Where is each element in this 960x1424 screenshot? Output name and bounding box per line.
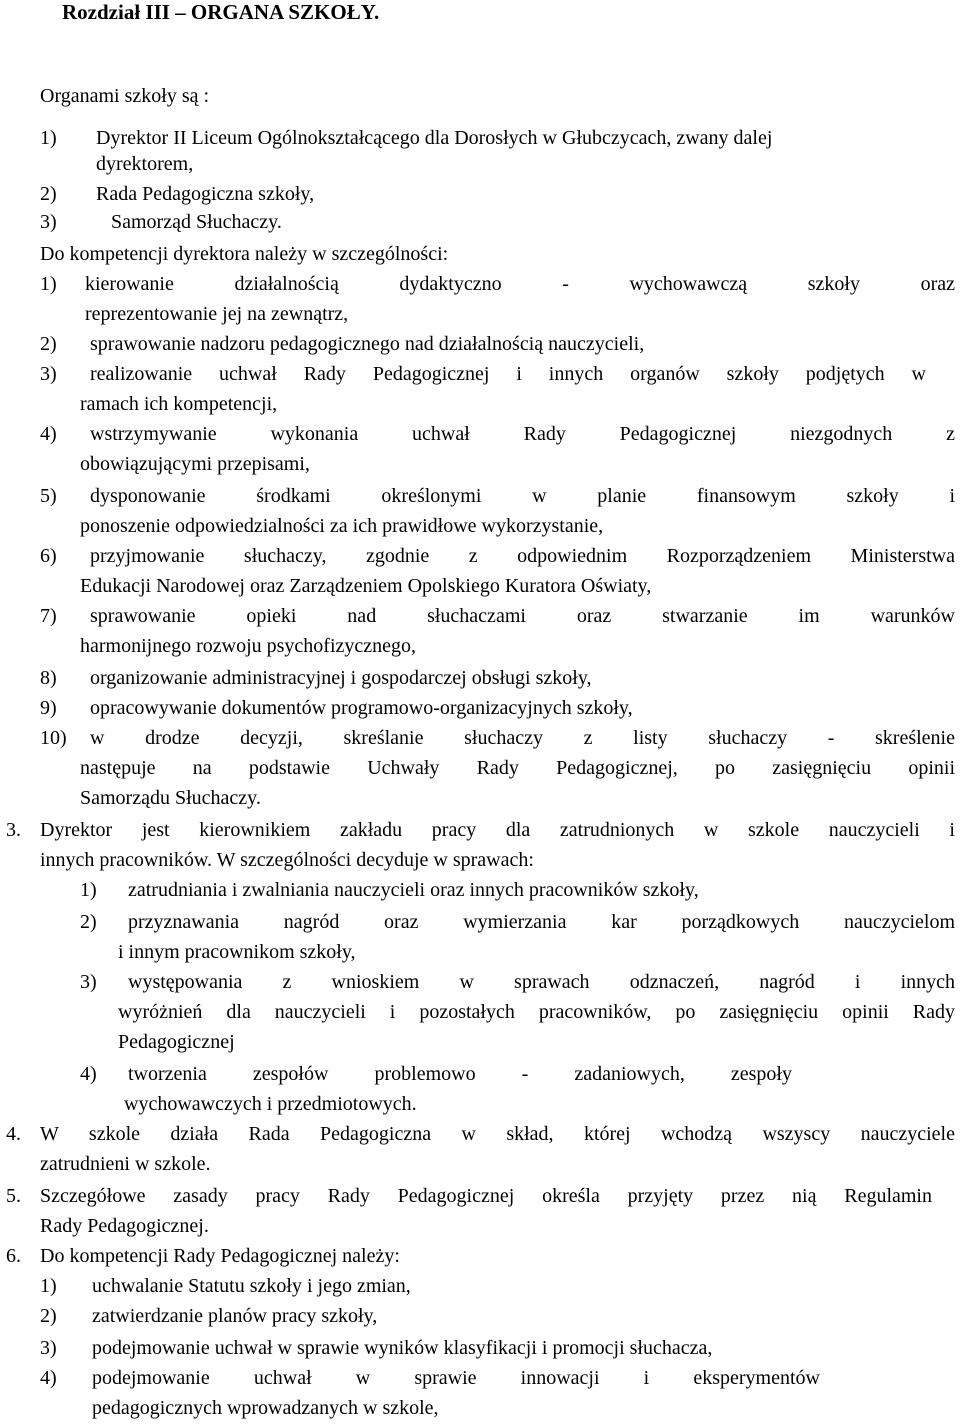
director-item-7-text-cont: harmonijnego rozwoju psychofizycznego, (80, 635, 417, 657)
director-item-6-text: przyjmowanie słuchaczy, zgodnie z odpowiednim Rozporządzeniem Ministerstwa (90, 545, 955, 567)
p5-num: 5. (6, 1185, 21, 1207)
p6-item-1-num: 1) (40, 1275, 57, 1297)
director-intro: Do kompetencji dyrektora należy w szczególności: (40, 243, 449, 265)
p5-text-cont: Rady Pedagogicznej. (40, 1215, 209, 1237)
p3-num: 3. (6, 819, 21, 841)
p3-text: Dyrektor jest kierownikiem zakładu pracy dla zatrudnionych w szkole nauczycieli i (40, 819, 955, 841)
p6-item-4-text: podejmowanie uchwał w sprawie innowacji i eksperymentów (92, 1367, 820, 1389)
director-item-5-text: dysponowanie środkami określonymi w planie finansowym szkoły i (90, 485, 955, 507)
director-item-1-text: kierowanie działalnością dydaktyczno - wychowawczą szkoły oraz (85, 273, 955, 295)
p3-item-1-text: zatrudniania i zwalniania nauczycieli oraz innych pracowników szkoły, (128, 879, 699, 901)
p6-item-3-num: 3) (40, 1337, 57, 1359)
p3-item-3-text-cont: wyróżnień dla nauczycieli i pozostałych pracowników, po zasięgnięciu opinii Rady (118, 1001, 955, 1023)
director-item-6-num: 6) (40, 545, 57, 567)
organs-item-2-text: Rada Pedagogiczna szkoły, (96, 183, 315, 205)
p3-item-4-text-cont: wychowawczych i przedmiotowych. (124, 1093, 417, 1115)
director-item-8-num: 8) (40, 667, 57, 689)
p3-item-2-text: przyznawania nagród oraz wymierzania kar porządkowych nauczycielom (128, 911, 955, 933)
p6-item-2-text: zatwierdzanie planów pracy szkoły, (92, 1305, 378, 1327)
p6-item-4-num: 4) (40, 1367, 57, 1389)
director-item-7-text: sprawowanie opieki nad słuchaczami oraz stwarzanie im warunków (90, 605, 955, 627)
p6-item-2-num: 2) (40, 1305, 57, 1327)
chapter-heading: Rozdział III – ORGANA SZKOŁY. (62, 0, 380, 24)
p3-text-cont: innych pracowników. W szczególności decyduje w sprawach: (40, 849, 534, 871)
director-item-10-text-cont2: Samorządu Słuchaczy. (80, 787, 261, 809)
organs-intro: Organami szkoły są : (40, 85, 210, 107)
p3-item-3-text-cont2: Pedagogicznej (118, 1031, 235, 1053)
director-item-8-text: organizowanie administracyjnej i gospodarczej obsługi szkoły, (90, 667, 592, 689)
director-item-5-text-cont: ponoszenie odpowiedzialności za ich prawidłowe wykorzystanie, (80, 515, 604, 537)
p3-item-4-text: tworzenia zespołów problemowo - zadaniowych, zespoły (128, 1063, 792, 1085)
p6-num: 6. (6, 1245, 21, 1267)
director-item-4-text: wstrzymywanie wykonania uchwał Rady Pedagogicznej niezgodnych z (90, 423, 955, 445)
director-item-7-num: 7) (40, 605, 57, 627)
p6-item-3-text: podejmowanie uchwał w sprawie wyników klasyfikacji i promocji słuchacza, (92, 1337, 713, 1359)
director-item-3-text: realizowanie uchwał Rady Pedagogicznej i innych organów szkoły podjętych w (90, 363, 926, 385)
p4-text-cont: zatrudnieni w szkole. (40, 1153, 211, 1175)
director-item-4-num: 4) (40, 423, 57, 445)
p3-item-1-num: 1) (80, 879, 97, 901)
p5-text: Szczegółowe zasady pracy Rady Pedagogicznej określa przyjęty przez nią Regulamin (40, 1185, 932, 1207)
director-item-10-text-cont: następuje na podstawie Uchwały Rady Pedagogicznej, po zasięgnięciu opinii (80, 757, 955, 779)
director-item-10-num: 10) (40, 727, 67, 749)
director-item-1-num: 1) (40, 273, 57, 295)
director-item-2-text: sprawowanie nadzoru pedagogicznego nad działalnością nauczycieli, (90, 333, 645, 355)
p4-num: 4. (6, 1123, 21, 1145)
director-item-10-text: w drodze decyzji, skreślanie słuchaczy z listy słuchaczy - skreślenie (90, 727, 955, 749)
director-item-3-text-cont: ramach ich kompetencji, (80, 393, 278, 415)
p3-item-3-text: występowania z wnioskiem w sprawach odznaczeń, nagród i innych (128, 971, 955, 993)
organs-item-3-text: Samorząd Słuchaczy. (111, 211, 282, 233)
organs-item-1-num: 1) (40, 127, 57, 149)
director-item-9-text: opracowywanie dokumentów programowo-organizacyjnych szkoły, (90, 697, 633, 719)
director-item-5-num: 5) (40, 485, 57, 507)
organs-item-3-num: 3) (40, 211, 57, 233)
organs-item-1-text-cont: dyrektorem, (96, 153, 194, 175)
p3-item-2-num: 2) (80, 911, 97, 933)
p3-item-2-text-cont: i innym pracownikom szkoły, (118, 941, 356, 963)
director-item-6-text-cont: Edukacji Narodowej oraz Zarządzeniem Opolskiego Kuratora Oświaty, (80, 575, 652, 597)
p3-item-4-num: 4) (80, 1063, 97, 1085)
organs-item-2-num: 2) (40, 183, 57, 205)
director-item-2-num: 2) (40, 333, 57, 355)
p6-item-1-text: uchwalanie Statutu szkoły i jego zmian, (92, 1275, 411, 1297)
organs-item-1-text: Dyrektor II Liceum Ogólnokształcącego dla Dorosłych w Głubczycach, zwany dalej (96, 127, 773, 149)
director-item-4-text-cont: obowiązującymi przepisami, (80, 453, 310, 475)
p4-text: W szkole działa Rada Pedagogiczna w skład, której wchodzą wszyscy nauczyciele (40, 1123, 955, 1145)
p6-item-4-text-cont: pedagogicznych wprowadzanych w szkole, (92, 1397, 439, 1419)
director-item-1-text-cont: reprezentowanie jej na zewnątrz, (85, 303, 349, 325)
p6-text: Do kompetencji Rady Pedagogicznej należy: (40, 1245, 400, 1267)
director-item-9-num: 9) (40, 697, 57, 719)
p3-item-3-num: 3) (80, 971, 97, 993)
director-item-3-num: 3) (40, 363, 57, 385)
